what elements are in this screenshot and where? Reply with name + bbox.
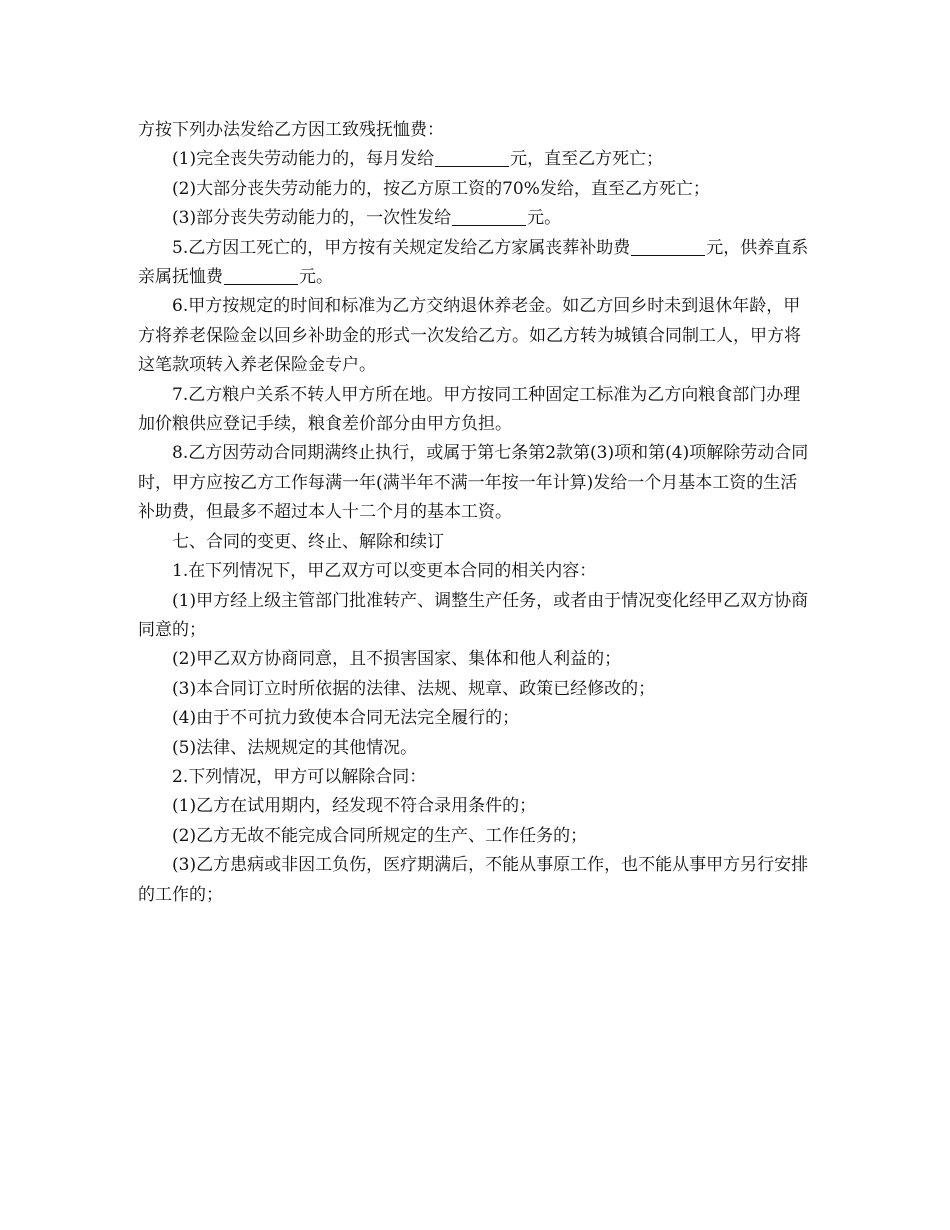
blank-amount-field xyxy=(224,267,298,285)
paragraph-work-death xyxy=(138,234,810,293)
blank-amount-field xyxy=(631,238,705,256)
blank-amount-field xyxy=(452,208,526,226)
list-item-change-1: (1)甲方经上级主管部门批准转产、调整生产任务，或者由于情况变化经甲乙双方协商同意的； xyxy=(138,590,809,640)
paragraph-major-disability: (2)大部分丧失劳动能力的，按乙方原工资的70%发给，直至乙方死亡； xyxy=(172,178,710,199)
paragraph-living-subsidy: 8.乙方因劳动合同期满终止执行，或属于第七条第2款第(3)项和第(4)项解除劳动合同时，甲方应按乙方工作每满一年(满半年不满一年按一年计算)发给一个月基本工资的生活补助费，但最多不超过本人十二个月的基本工资。 xyxy=(138,443,809,523)
paragraph-full-disability xyxy=(138,145,810,174)
list-item-termination-1: (1)乙方在试用期内，经发现不符合录用条件的； xyxy=(172,796,537,817)
list-item-termination-2: (2)乙方无故不能完成合同所规定的生产、工作任务的； xyxy=(172,825,588,846)
text-segment: (1)完全丧失劳动能力的，每月发给 xyxy=(172,149,435,170)
list-item-termination-3: (3)乙方患病或非因工负伤，医疗期满后，不能从事原工作，也不能从事甲方另行安排的工作的； xyxy=(138,855,809,905)
paragraph-disability-intro: 方按下列办法发给乙方因工致残抚恤费： xyxy=(138,120,444,140)
text-segment: 元。 xyxy=(299,267,333,288)
list-item-change-3: (3)本合同订立时所依据的法律、法规、规章、政策已经修改的； xyxy=(172,678,656,699)
text-segment: 元，直至乙方死亡； xyxy=(510,149,664,170)
paragraph-change-conditions: 1.在下列情况下，甲乙双方可以变更本合同的相关内容： xyxy=(172,561,597,582)
blank-amount-field xyxy=(435,149,509,167)
list-item-change-5: (5)法律、法规规定的其他情况。 xyxy=(172,737,418,758)
list-item-change-4: (4)由于不可抗力致使本合同无法完全履行的； xyxy=(172,708,520,729)
text-segment: (3)部分丧失劳动能力的，一次性发给 xyxy=(172,208,452,229)
text-segment: 元。 xyxy=(527,208,562,229)
text-segment: 元，供养直系亲属抚恤费 xyxy=(138,237,809,288)
paragraph-grain-registration: 7.乙方粮户关系不转人甲方所在地。甲方按同工种固定工标准为乙方向粮食部门办理加价粮供应登记手续，粮食差价部分由甲方负担。 xyxy=(138,384,801,435)
paragraph-termination-conditions: 2.下列情况，甲方可以解除合同： xyxy=(172,766,427,787)
list-item-change-2: (2)甲乙双方协商同意，且不损害国家、集体和他人利益的； xyxy=(172,649,622,670)
section-heading-contract-change: 七、合同的变更、终止、解除和续订 xyxy=(172,531,444,552)
paragraph-partial-disability xyxy=(138,204,810,233)
text-segment: 5.乙方因工死亡的，甲方按有关规定发给乙方家属丧葬补助费 xyxy=(172,237,631,258)
paragraph-pension: 6.甲方按规定的时间和标准为乙方交纳退休养老金。如乙方回乡时未到退休年龄，甲方将养老保险金以回乡补助金的形式一次发给乙方。如乙方转为城镇合同制工人，甲方将这笔款项转入养老保险金专户。 xyxy=(138,296,801,376)
document-body xyxy=(138,116,810,910)
